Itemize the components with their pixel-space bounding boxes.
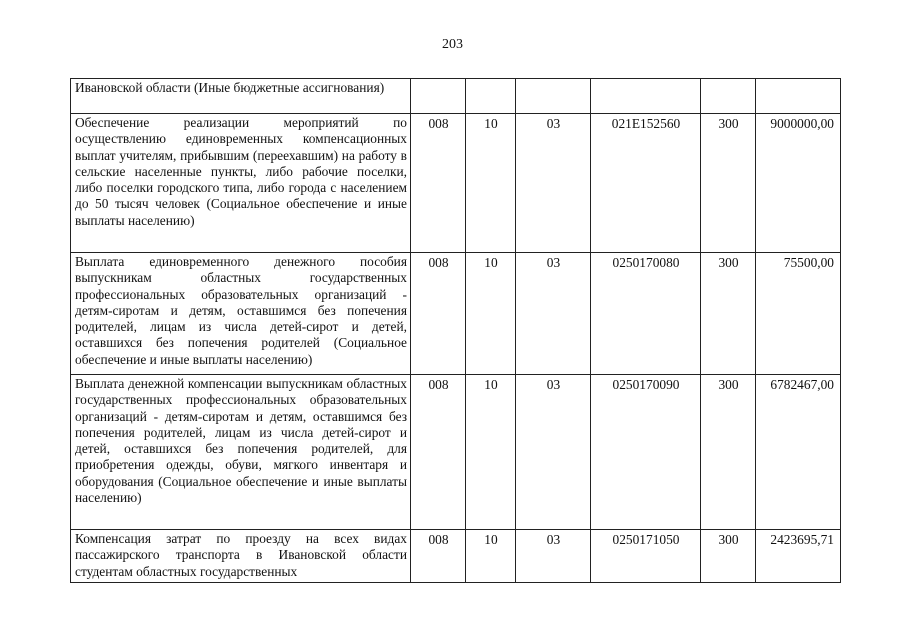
row-description: Выплата единовременного денежного пособия выпускникам областных государственных профессиональных образовательных организаций - детям-сиротам и детям, оставшимся без попечения родителей, лицам из числа детей-сирот и детей, оставшихся без попечения родителей (Социальное обеспечение и иные выплаты населению) [71,253,411,375]
row-description: Компенсация затрат по проезду на всех видах пассажирского транспорта в Ивановской области студентам областных государственных [71,530,411,583]
expense-type-code: 300 [701,375,756,530]
table-row [71,253,841,375]
subsection-code: 03 [516,253,591,375]
ministry-code: 008 [411,530,466,583]
target-code: 0250170090 [591,375,701,530]
ministry-code [411,79,466,114]
table-row [71,79,841,114]
expense-type-code: 300 [701,114,756,253]
subsection-code: 03 [516,114,591,253]
table-row [71,114,841,253]
section-code: 10 [466,530,516,583]
amount [756,79,841,114]
section-code: 10 [466,253,516,375]
subsection-code: 03 [516,530,591,583]
table-row [71,530,841,583]
expense-type-code: 300 [701,253,756,375]
section-code: 10 [466,114,516,253]
target-code [591,79,701,114]
row-description: Выплата денежной компенсации выпускникам областных государственных профессиональных образовательных организаций - детям-сиротам и детям, оставшимся без попечения родителей, лицам из числа детей-сирот и детей, оставшихся без попечения родителей, для приобретения одежды, обуви, мягкого инвентаря и оборудования (Социальное обеспечение и иные выплаты населению) [71,375,411,530]
section-code [466,79,516,114]
amount: 2423695,71 [756,530,841,583]
subsection-code [516,79,591,114]
table-row [71,375,841,530]
ministry-code: 008 [411,253,466,375]
expense-type-code [701,79,756,114]
amount: 9000000,00 [756,114,841,253]
ministry-code: 008 [411,375,466,530]
amount: 6782467,00 [756,375,841,530]
subsection-code: 03 [516,375,591,530]
ministry-code: 008 [411,114,466,253]
budget-table [70,78,841,583]
expense-type-code: 300 [701,530,756,583]
row-description: Обеспечение реализации мероприятий по осуществлению единовременных компенсационных выплат учителям, прибывшим (переехавшим) на работу в сельские населенные пункты, либо рабочие поселки, либо поселки городского типа, либо города с населением до 50 тысяч человек (Социальное обеспечение и иные выплаты населению) [71,114,411,253]
page-number: 203 [442,37,463,52]
target-code: 0250171050 [591,530,701,583]
amount: 75500,00 [756,253,841,375]
row-description: Ивановской области (Иные бюджетные ассигнования) [71,79,411,114]
target-code: 021Е152560 [591,114,701,253]
section-code: 10 [466,375,516,530]
target-code: 0250170080 [591,253,701,375]
